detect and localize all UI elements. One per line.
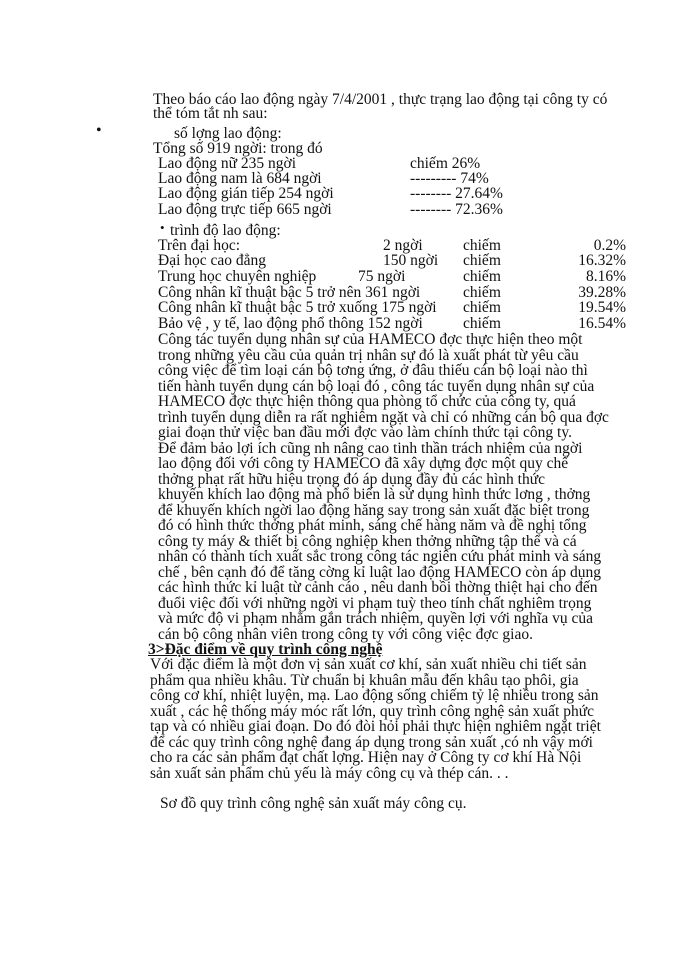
labor-label: Lao động nữ 235 ngời [158, 155, 297, 172]
labor-label: Lao động nam là 684 ngời [158, 170, 322, 187]
section-title-labor-count: số lợng lao động: [174, 125, 282, 142]
para-incentive-line: đuổi việc đối với những ngời vi phạm tuỳ theo tính chất nghiêm trọng [158, 595, 592, 612]
edu-row [158, 269, 638, 285]
para-incentive-line: cán bộ công nhân viên trong công ty với công việc đợc giao. [158, 626, 533, 643]
edu-count: 2 ngời [383, 237, 423, 254]
para-incentive-line: lao động đối với công ty HAMECO đã xây dựng đợc một quy chế [158, 455, 569, 472]
total-workers: Tổng số 919 ngời: trong đó [153, 140, 323, 157]
intro-line: thể tóm tắt nh sau: [153, 105, 268, 122]
edu-label: Công nhân kĩ thuật bậc 5 trở nên 361 ngời [158, 284, 421, 301]
para-process-line: sản xuất sản phẩm chủ yếu là máy công cụ và thép cán. . . [150, 765, 509, 782]
para-recruitment-line: trong những yêu cầu của quản trị nhân sự đó là xuất phát từ yêu cầu [158, 347, 579, 364]
edu-label: Trên đại học: [158, 237, 241, 254]
para-process-line: công cơ khí, nhiệt luyện, mạ. Lao động sống chiếm tỷ lệ nhiều trong sản [150, 687, 599, 704]
para-recruitment-line: HAMECO đợc thực hiện thông qua phòng tổ chức của công ty, quá [158, 393, 576, 410]
edu-row [158, 253, 638, 269]
para-process-line: tạp và có nhiều giai đoạn. Do đó đòi hỏi phải thực hiện nghiêm ngặt triệt [150, 718, 601, 735]
para-incentive-line: các hình thức kỉ luật từ cảnh cáo , nêu danh bồi thờng thiệt hại cho đến [158, 579, 598, 596]
edu-word: chiếm [463, 315, 501, 332]
section-heading-process: 3>Đặc điểm về quy trình công nghệ [148, 641, 383, 658]
para-incentive-line: khuyến khích lao động mà phổ biến là sử dụng hình thức lơng , thởng [158, 486, 591, 503]
labor-row [158, 202, 638, 218]
labor-row [158, 186, 638, 202]
labor-label: Lao động trực tiếp 665 ngời [158, 201, 332, 218]
para-incentive-line: để khuyến khích ngời lao động hăng say trong sản xuất đặc biệt trong [158, 502, 590, 519]
para-incentive-line: đó có hình thức thởng phát minh, sáng chế hàng năm và đề nghị tổng [158, 517, 587, 534]
bullet-icon: • [96, 122, 102, 139]
labor-value: --------- 74% [410, 170, 489, 187]
edu-label: Công nhân kĩ thuật bậc 5 trở xuống 175 ngời [158, 299, 437, 316]
labor-value: -------- 72.36% [410, 201, 503, 218]
para-process-line: phẩm qua nhiều khâu. Từ chuẩn bị khuân mẫu đến khâu tạo phôi, gia [150, 672, 579, 689]
edu-word: chiếm [463, 252, 501, 269]
edu-label: Bảo vệ , y tế, lao động phổ thông 152 ngời [158, 315, 423, 332]
labor-value: -------- 27.64% [410, 185, 503, 202]
diagram-caption: Sơ đồ quy trình công nghệ sản xuất máy công cụ. [160, 795, 467, 812]
para-recruitment-line: giai đoạn thử việc ban đầu mới đợc vào làm chính thức tại công ty. [158, 424, 572, 441]
para-process-line: xuất , các hệ thống máy móc rất lớn, quy trình công nghệ sản xuất phức [150, 703, 595, 720]
edu-row [158, 300, 638, 316]
para-incentive-line: và mức độ vi phạm nhằm gắn trách nhiệm, quyền lợi với nghĩa vụ của [158, 610, 594, 627]
edu-pct: 8.16% [585, 268, 626, 285]
edu-word: chiếm [463, 284, 501, 301]
para-process-line: Với đặc điểm là một đơn vị sản xuất cơ khí, sản xuất nhiều chi tiết sản [150, 656, 587, 673]
para-incentive-line: nhân có thành tích xuất sắc trong công tác ngiên cứu phát minh và sáng [158, 548, 602, 565]
edu-label: Đại học cao đẳng [158, 252, 267, 269]
labor-label: Lao động gián tiếp 254 ngời [158, 185, 334, 202]
section-title-education: trình độ lao động: [170, 222, 281, 239]
para-recruitment-line: trình tuyển dụng diễn ra rất nghiêm ngặt và chỉ có những cán bộ qua đợc [158, 409, 609, 426]
edu-pct: 0.2% [593, 237, 626, 254]
edu-pct: 16.54% [578, 315, 626, 332]
bullet-icon: • [160, 220, 165, 235]
para-recruitment-line: công việc để tìm loại cán bộ tơng ứng, ở đâu thiếu cán bộ loại nào thì [158, 362, 588, 379]
edu-pct: 19.54% [578, 299, 626, 316]
edu-word: chiếm [463, 237, 501, 254]
para-process-line: cho ra các sản phẩm đạt chất lợng. Hiện nay ở Công ty cơ khí Hà Nội [150, 749, 582, 766]
edu-pct: 39.28% [578, 284, 626, 301]
intro-line: Theo báo cáo lao động ngày 7/4/2001 , thực trạng lao động tại công ty có [153, 91, 608, 108]
edu-label: Trung học chuyên nghiệp [158, 268, 317, 285]
edu-count: 75 ngời [358, 268, 406, 285]
edu-word: chiếm [463, 268, 501, 285]
edu-pct: 16.32% [578, 252, 626, 269]
para-incentive-line: Để đảm bảo lợi ích cũng nh nâng cao tinh thần trách nhiệm của ngời [158, 440, 583, 457]
edu-row [158, 316, 638, 332]
para-process-line: để các quy trình công nghệ đang áp dụng trong sản xuất ,có nh vậy mới [150, 734, 593, 751]
para-incentive-line: công ty máy & thiết bị công nghiệp khen thởng những tập thể và cá [158, 533, 577, 550]
para-recruitment-line: Công tác tuyển dụng nhân sự của HAMECO đợc thực hiện theo một [158, 331, 583, 348]
edu-count: 150 ngời [383, 252, 439, 269]
para-recruitment-line: tiến hành tuyển dụng cán bộ loại đó , công tác tuyển dụng nhân sự của [158, 378, 595, 395]
edu-word: chiếm [463, 299, 501, 316]
labor-value: chiếm 26% [410, 155, 481, 172]
para-incentive-line: chế , bên cạnh đó để tăng cờng kỉ luật lao động HAMECO còn áp dụng [158, 564, 601, 581]
para-incentive-line: thởng phạt rất hữu hiệu trọng đó áp dụng đầy đủ các hình thức [158, 471, 546, 488]
